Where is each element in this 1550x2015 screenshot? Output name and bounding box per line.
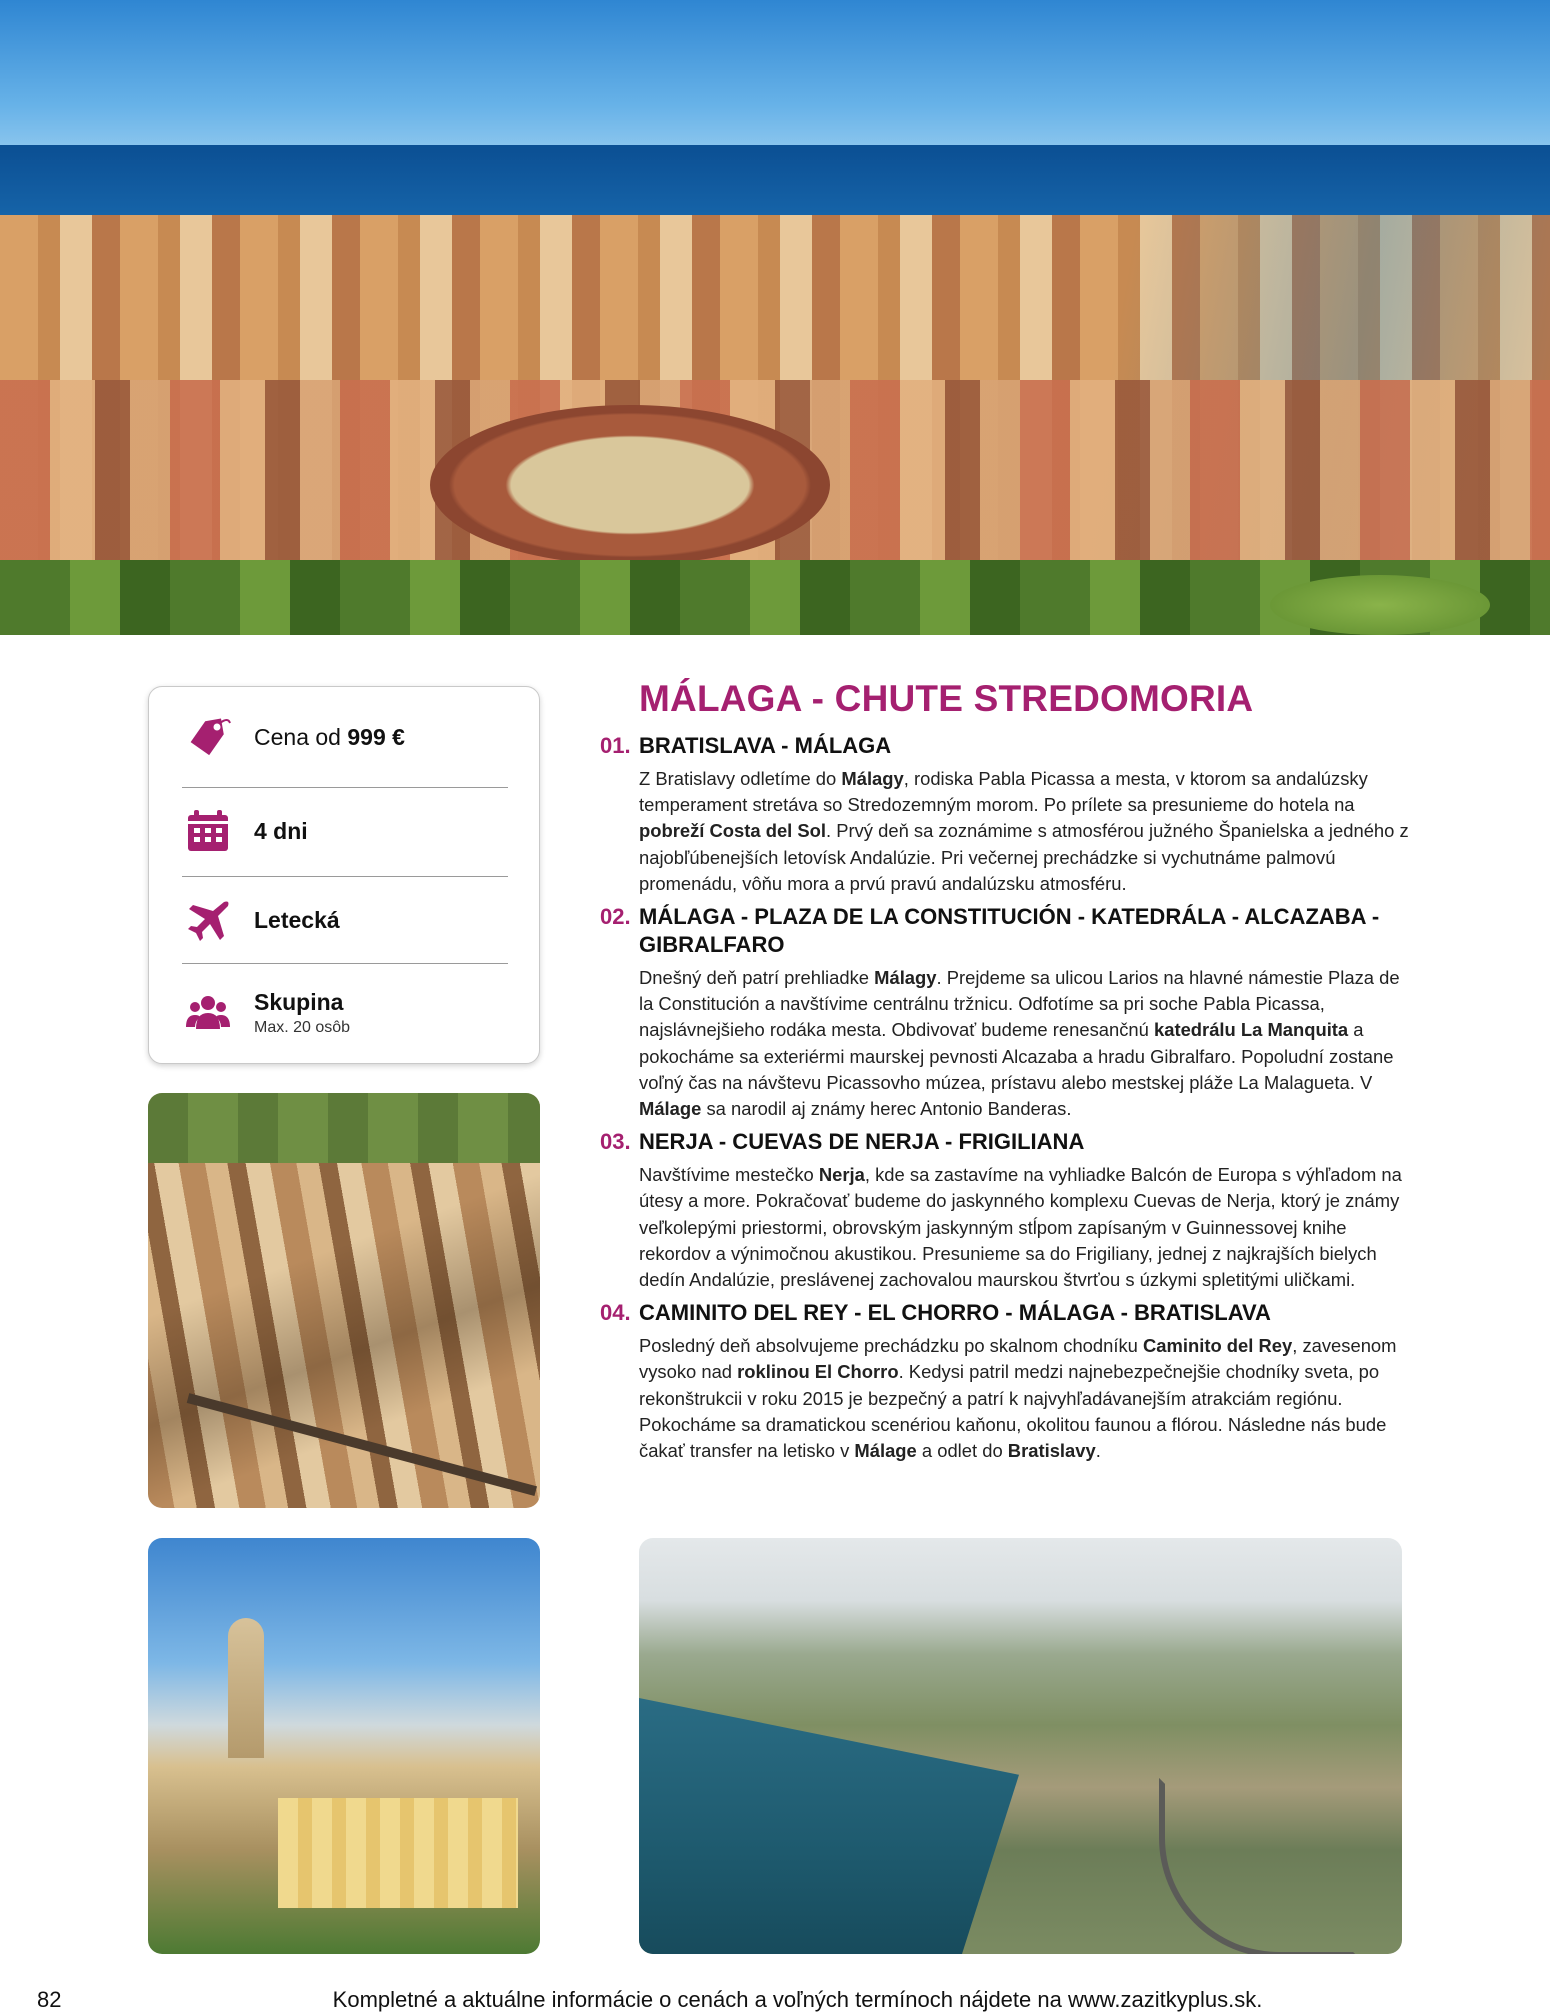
price-label: Cena od: [254, 723, 348, 750]
highlight-text: Málagy: [874, 967, 937, 989]
price-tag-icon: [182, 711, 234, 763]
price-value: 999 €: [347, 723, 405, 750]
day-description: [600, 766, 1410, 897]
duration-text: 4 dni: [254, 817, 308, 844]
group-text: [254, 989, 350, 1037]
day-title: MÁLAGA - PLAZA DE LA CONSTITUCIÓN - KATEDRÁLA - ALCAZABA - GIBRALFARO: [639, 904, 1380, 958]
trip-info-card: [148, 686, 540, 1064]
day-title: CAMINITO DEL REY - EL CHORRO - MÁLAGA - BRATISLAVA: [639, 1300, 1271, 1326]
cathedral-tower: [228, 1618, 264, 1758]
hero-bullring: [430, 405, 830, 565]
highlight-text: roklinou El Chorro: [737, 1361, 899, 1383]
day-description: [600, 1333, 1410, 1464]
hero-photo-malaga: [0, 0, 1550, 635]
transport-text: Letecká: [254, 906, 340, 933]
day-heading: [600, 1299, 1410, 1327]
highlight-text: Málagy: [841, 768, 904, 789]
highlight-text: Bratislavy: [1007, 1440, 1096, 1462]
highlight-text: pobreží Costa del Sol: [639, 820, 826, 842]
body-text: . Prvý deň sa zoznámime s atmosférou južného Španielska a jedného z najobľúbenejších letovísk Andalúzie. Pri večernej prechádzke si vychutnáme palmovú promenádu, vôňu mora a prvú pravú andalúzsku atmosféru.: [639, 820, 1409, 894]
body-text: Navštívime mestečko: [639, 1164, 819, 1186]
transport-row: [182, 876, 508, 964]
body-text: a odlet do: [916, 1440, 1008, 1462]
day-heading: [600, 732, 1410, 760]
hero-sky: [0, 0, 1550, 150]
day-heading: [600, 903, 1410, 959]
body-text: , zavesenom vysoko nad: [639, 1335, 1397, 1383]
airplane-icon: [182, 894, 234, 946]
group-label: Skupina: [254, 989, 344, 1015]
body-text: a pokocháme sa exteriérmi maurskej pevnosti Alcazaba a hradu Gibralfaro. Popoludní zostane voľný čas na návštevu Picassovho múzea, prístavu alebo mestskej pláže La Malagueta. V: [639, 1019, 1394, 1093]
day-description: [600, 1162, 1410, 1293]
day-title: BRATISLAVA - MÁLAGA: [639, 733, 892, 758]
day-number: 04.: [600, 1300, 631, 1326]
highlight-text: Nerja: [818, 1164, 865, 1186]
itinerary-day: [600, 1128, 1410, 1293]
hero-park: [1270, 575, 1490, 635]
body-text: , kde sa zastavíme na vyhliadke Balcón de Europa s výhľadom na útesy a more. Pokračovať budeme do jaskynného komplexu Cuevas de Nerja, ktorý je známy veľkolepými priestormi, obrovským jaskynným stĺpom zapísaným v Guinnessovej knihe rekordov a výnimočnou akustikou. Presunieme sa do Frigiliany, jednej z najkrajších bielych dedín Andalúzie, preslávenej zachovalou maurskou štvrťou s úzkymi spletitými uličkami.: [639, 1164, 1402, 1291]
cliff-trees: [148, 1093, 540, 1163]
price-text: [254, 724, 405, 751]
group-people-icon: [182, 987, 234, 1039]
price-row: [182, 687, 508, 787]
highlight-text: Málage: [639, 1098, 702, 1120]
itinerary-day: [600, 903, 1410, 1122]
body-text: . Prejdeme sa ulicou Larios na hlavné námestie Plaza de la Constitución a navštívime centrálnu tržnicu. Odfotíme sa pri soche Pabla Picassa, najslávnejšieho rodáka mesta. Obdivovať budeme renesančnú: [639, 967, 1400, 1041]
highlight-text: Málage: [854, 1440, 917, 1462]
day-number: 02.: [600, 904, 631, 930]
duration-row: [182, 787, 508, 875]
photo-malaga-cathedral: [148, 1538, 540, 1954]
itinerary-day: [600, 732, 1410, 897]
body-text: .: [1095, 1440, 1101, 1462]
highlight-text: katedrálu La Manquita: [1154, 1019, 1349, 1041]
day-number: 03.: [600, 1129, 631, 1155]
day-heading: [600, 1128, 1410, 1156]
body-text: , rodiska Pabla Picassa a mesta, v ktorom sa andalúzsky temperament stretáva so Stredozemným morom. Po prílete sa presunieme do hotela na: [639, 768, 1368, 816]
group-row: [182, 963, 508, 1063]
cliff-walkway: [187, 1393, 537, 1496]
highlight-text: Caminito del Rey: [1143, 1335, 1293, 1357]
day-title: NERJA - CUEVAS DE NERJA - FRIGILIANA: [639, 1129, 1085, 1155]
itinerary: [600, 678, 1410, 1470]
coast-road: [1159, 1778, 1359, 1954]
body-text: Dnešný deň patrí prehliadke: [639, 967, 875, 989]
itinerary-days: [600, 732, 1410, 1464]
coast-sea: [639, 1698, 1019, 1954]
calendar-icon: [182, 805, 234, 857]
page-number: 82: [37, 1987, 62, 2012]
body-text: Posledný deň absolvujeme prechádzku po skalnom chodníku: [639, 1335, 1144, 1357]
footer-text: Kompletné a aktuálne informácie o cenách a voľných termínoch nájdete na www.zazitkyplus.sk.: [332, 1987, 1263, 2012]
body-text: sa narodil aj známy herec Antonio Banderas.: [701, 1098, 1072, 1120]
town-hall: [278, 1798, 518, 1908]
body-text: . Kedysi patril medzi najnebezpečnejšie chodníky sveta, po rekonštrukcii v roku 2015 je bezpečný a patrí k najvyhľadávanejším atrakciám regiónu. Pokocháme sa dramatickou scenériou kaňonu, okolitou faunou a flórou. Následne nás bude čakať transfer na letisko v: [639, 1361, 1387, 1462]
photo-nerja-coast: [639, 1538, 1402, 1954]
day-number: 01.: [600, 733, 631, 758]
group-max: Max. 20 osôb: [254, 1019, 351, 1036]
itinerary-day: [600, 1299, 1410, 1464]
day-description: [600, 965, 1410, 1122]
body-text: Z Bratislavy odletíme do: [639, 768, 842, 789]
photo-caminito-del-rey: [148, 1093, 540, 1508]
trip-title: MÁLAGA - CHUTE STREDOMORIA: [639, 678, 1254, 719]
